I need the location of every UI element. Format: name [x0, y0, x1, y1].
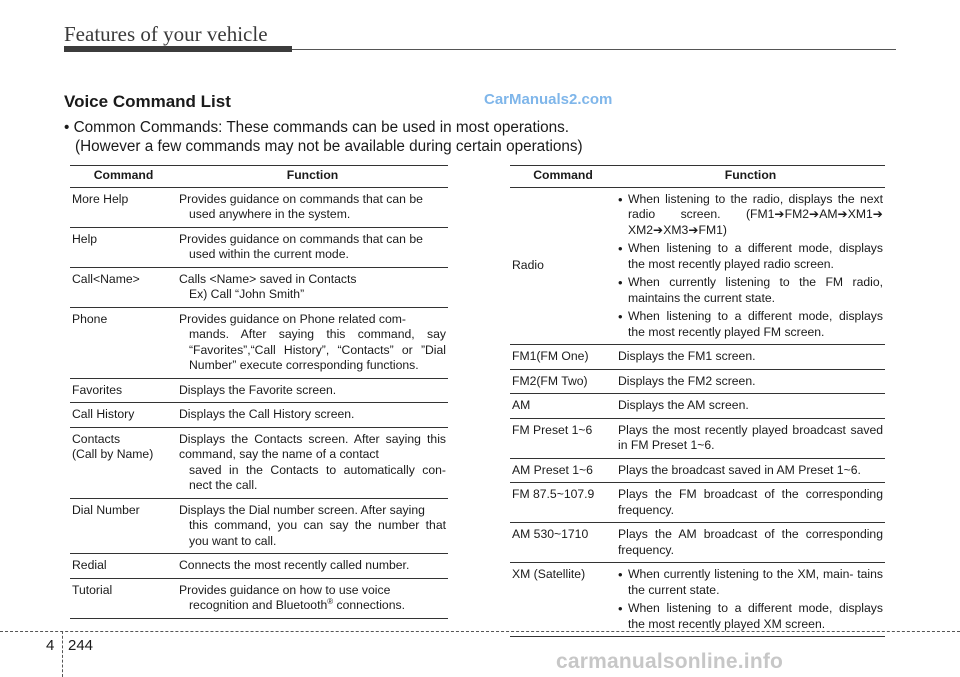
command-cell: FM Preset 1~6 [510, 418, 616, 458]
function-text-cont [179, 598, 446, 614]
function-text-cont: used within the current mode. [189, 247, 349, 261]
command-cell: AM 530~1710 [510, 523, 616, 563]
table-row [70, 578, 448, 618]
function-text: Provides guidance on how to use voice [179, 582, 391, 597]
watermark-link[interactable]: CarManuals2.com [484, 91, 613, 108]
command-cell: Tutorial [70, 578, 177, 618]
table-row [70, 427, 448, 498]
function-cell [177, 267, 448, 307]
column-header-command: Command [70, 166, 177, 188]
command-cell: Favorites [70, 378, 177, 403]
function-cell [177, 427, 448, 498]
header-rule-thin [292, 49, 896, 50]
command-cell: FM2(FM Two) [510, 369, 616, 394]
command-cell: XM (Satellite) [510, 563, 616, 637]
command-cell: FM 87.5~107.9 [510, 483, 616, 523]
function-text-part: recognition and Bluetooth [189, 598, 328, 612]
command-cell: Phone [70, 307, 177, 378]
command-cell: FM1(FM One) [510, 345, 616, 370]
function-cell: Displays the Favorite screen. [177, 378, 448, 403]
function-cell [616, 563, 885, 637]
function-cell: Displays the FM2 screen. [616, 369, 885, 394]
intro-line-1: • Common Commands: These commands can be used in most operations. [64, 119, 570, 136]
table-row-radio [510, 187, 885, 345]
table-row [70, 378, 448, 403]
table-row [510, 369, 885, 394]
function-text: Provides guidance on commands that can be [179, 191, 423, 206]
intro-line-2: (However a few commands may not be available during certain operations) [75, 138, 583, 155]
function-cell: Plays the broadcast saved in AM Preset 1~6. [616, 458, 885, 483]
function-cell [177, 187, 448, 227]
command-cell [70, 427, 177, 498]
column-header-command: Command [510, 166, 616, 188]
bullet-item: • When listening to a different mode, displays the most recently played FM screen. [618, 309, 883, 340]
command-cell: Call<Name> [70, 267, 177, 307]
footer-divider [62, 631, 63, 677]
function-cell [177, 307, 448, 378]
command-cell: AM [510, 394, 616, 419]
watermark-footer: carmanualsonline.info [556, 650, 784, 673]
function-text-cont: mands. After saying this command, say “Favorites”,“Call History”, “Contacts” or ”Dial Number” execute corresponding functions. [189, 327, 446, 372]
command-text: Contacts [72, 431, 121, 446]
section-title: Voice Command List [64, 92, 231, 111]
table-row [510, 345, 885, 370]
command-text-cont: (Call by Name) [72, 447, 154, 461]
table-header-row [70, 166, 448, 188]
footer-rule [0, 631, 960, 632]
table-row [70, 307, 448, 378]
function-text-cont: saved in the Contacts to automatically con- nect the call. [189, 462, 446, 492]
bullet-item: • When currently listening to the FM radio, maintains the current state. [618, 275, 883, 306]
table-row [510, 458, 885, 483]
table-row [510, 523, 885, 563]
command-cell: Redial [70, 554, 177, 579]
function-cell: Displays the AM screen. [616, 394, 885, 419]
table-row [70, 403, 448, 428]
left-command-table [70, 165, 448, 619]
table-row [70, 498, 448, 554]
function-cell [177, 578, 448, 618]
bullet-item: • When currently listening to the XM, main- tains the current state. [618, 567, 883, 598]
function-text: Calls <Name> saved in Contacts [179, 271, 357, 286]
function-text: Provides guidance on commands that can be [179, 231, 423, 246]
table-row [510, 483, 885, 523]
intro-text [64, 118, 884, 156]
command-cell: Dial Number [70, 498, 177, 554]
table-row [70, 554, 448, 579]
table-row [70, 187, 448, 227]
command-cell: Radio [510, 187, 616, 345]
function-cell: Displays the FM1 screen. [616, 345, 885, 370]
function-cell [177, 227, 448, 267]
table-row [70, 267, 448, 307]
bullet-item: • When listening to a different mode, displays the most recently played XM screen. [618, 601, 883, 632]
function-text: Displays the Dial number screen. After saying [179, 502, 425, 517]
function-text-cont: Ex) Call “John Smith” [189, 287, 305, 301]
function-text-cont: this command, you can say the number that you want to call. [189, 518, 446, 548]
command-cell: Call History [70, 403, 177, 428]
right-command-table [510, 165, 885, 637]
command-cell: Help [70, 227, 177, 267]
header-rule-thick [64, 46, 292, 52]
function-cell: Plays the most recently played broadcast saved in FM Preset 1~6. [616, 418, 885, 458]
function-text: Provides guidance on Phone related com- [179, 311, 406, 326]
column-header-function: Function [616, 166, 885, 188]
table-row [70, 227, 448, 267]
page-number: 244 [68, 637, 94, 654]
function-text-cont: used anywhere in the system. [189, 207, 351, 221]
function-cell: Plays the FM broadcast of the corresponding frequency. [616, 483, 885, 523]
page-header-title: Features of your vehicle [64, 22, 268, 46]
function-text: Displays the Contacts screen. After saying this command, say the name of a contact [179, 431, 446, 461]
column-header-function: Function [177, 166, 448, 188]
table-row [510, 418, 885, 458]
function-text-tail: connections. [333, 598, 405, 612]
bullet-item: • When listening to the radio, displays the next radio screen. (FM1➔FM2➔AM➔XM1➔ XM2➔XM3➔FM1) [618, 192, 883, 239]
function-cell [616, 187, 885, 345]
function-cell: Plays the AM broadcast of the corresponding frequency. [616, 523, 885, 563]
command-cell: AM Preset 1~6 [510, 458, 616, 483]
function-cell [177, 498, 448, 554]
registered-mark: ® [327, 596, 334, 606]
command-cell: More Help [70, 187, 177, 227]
table-row-xm [510, 563, 885, 637]
function-cell: Displays the Call History screen. [177, 403, 448, 428]
function-cell: Connects the most recently called number. [177, 554, 448, 579]
table-row [510, 394, 885, 419]
bullet-item: • When listening to a different mode, displays the most recently played radio screen. [618, 241, 883, 272]
table-header-row [510, 166, 885, 188]
chapter-number: 4 [46, 637, 55, 654]
